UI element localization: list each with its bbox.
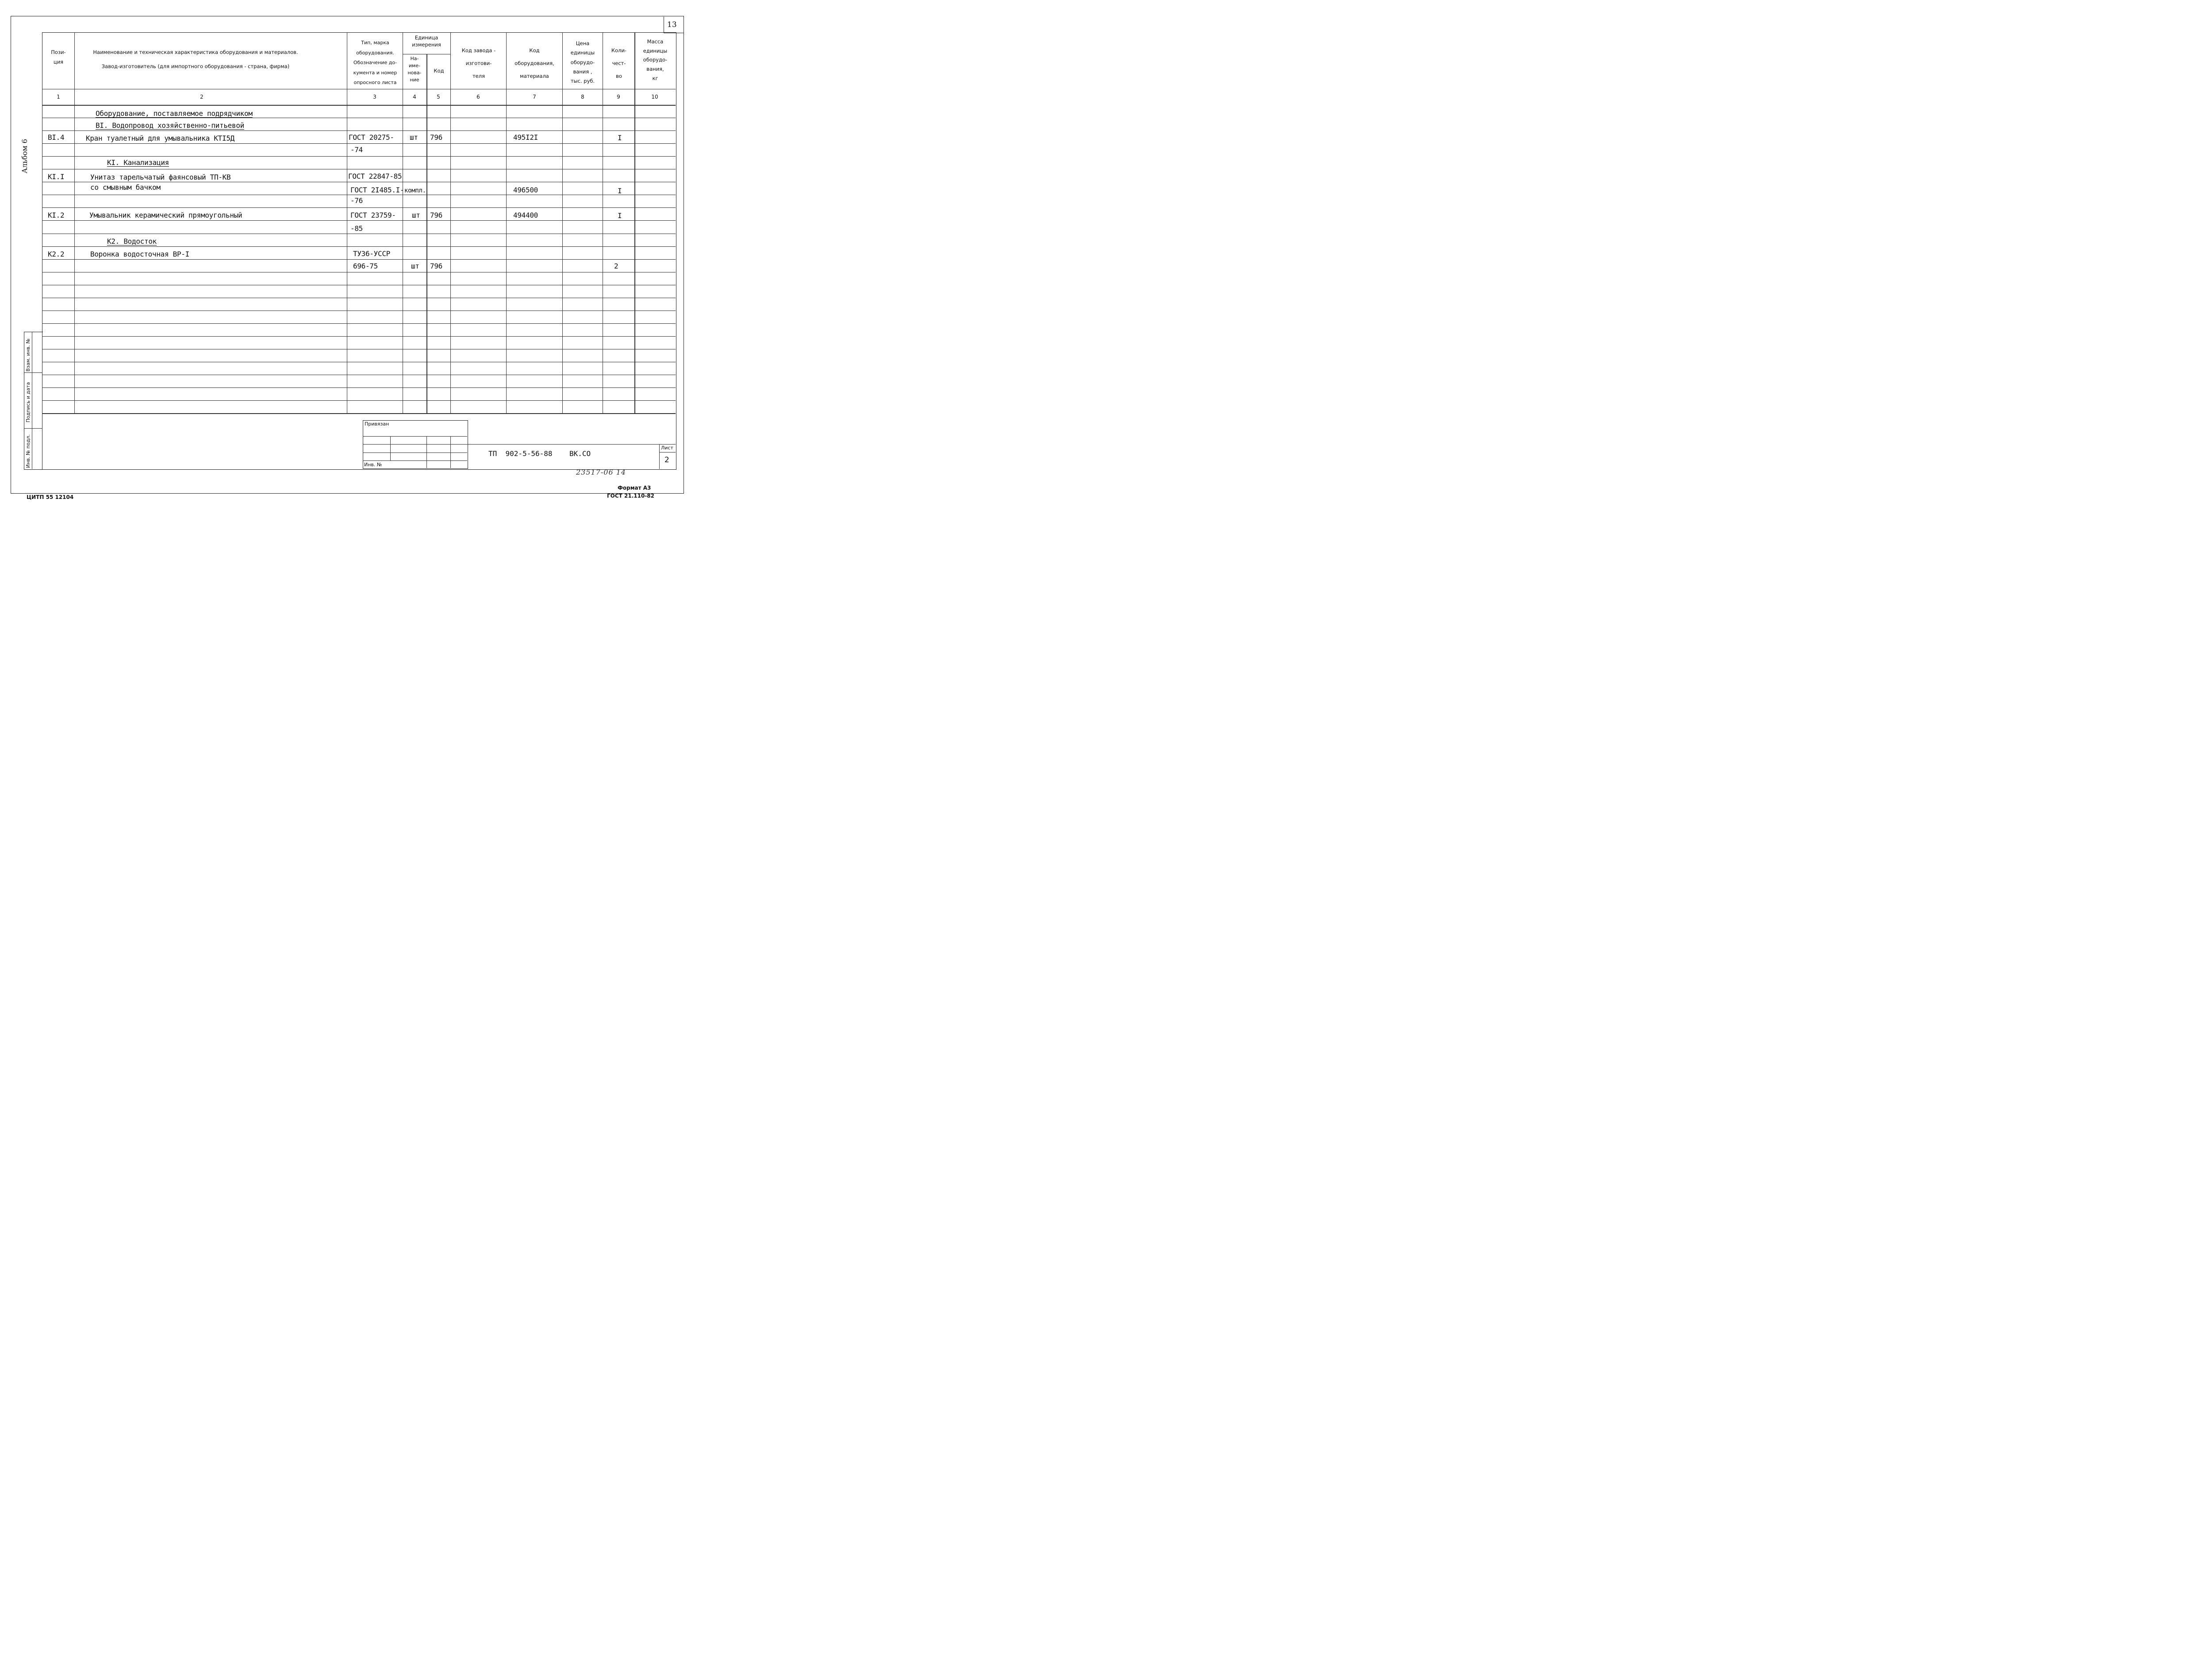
row-line [42,400,676,401]
row-line [42,207,676,208]
col-line-6 [506,32,507,414]
doc-cell: -85 [350,224,363,233]
col-number: 8 [581,94,584,100]
stamp-vline [426,436,427,468]
format-label: Формат А3 [618,485,651,491]
header-unit-code: Код [434,68,444,74]
name-cell: Воронка водосточная ВР-I [90,250,189,258]
doc-cell: ГОСТ 2I485.I- [350,186,404,194]
doc-cell: ГОСТ 20275- [349,133,394,142]
col-number: 4 [413,94,416,100]
doc-cell: ГОСТ 22847-85 [348,172,402,180]
side-strip-div [24,372,42,373]
col-number: 10 [651,94,658,100]
name-cell: Кран туалетный для умывальника КТI5Д [86,134,234,142]
handwritten-number: 23517-06 14 [576,468,626,476]
list-box-left [659,444,660,469]
col-number: 9 [617,94,620,100]
list-label: Лист [661,445,673,451]
col-line-7 [562,32,563,414]
header-unit: Единица измерения [412,35,441,48]
header-material-code: Код оборудования, материала [515,47,554,79]
header-plant-code: Код завода - изготови- теля [461,47,496,79]
header-price: Цена единицы оборудо- вания , тыс. руб. [570,40,595,84]
name-cell: Унитаз тарельчатый фаянсовый ТП-КВ [90,173,231,181]
title-block-top [467,444,676,445]
stamp-vline [450,436,451,468]
col-number: 2 [200,94,204,100]
side-label-signature: Подпись и дата [25,382,31,422]
quantity-cell: 2 [614,262,618,270]
row-line [42,220,676,221]
header-doc: Тип, марка оборудования. Обозначение до- кумента и номер опросного листа [353,40,397,86]
row-line [42,387,676,388]
material-code-cell: 495I2I [513,133,538,142]
quantity-cell: I [618,187,622,195]
name-cell: Умывальник керамический прямоугольный [89,211,242,219]
inv-no-label: Инв. № [364,462,382,468]
row-line [42,130,676,131]
header-mass: Масса единицы оборудо- вания, кг [643,38,668,81]
doc-cell: -74 [350,146,363,154]
position-cell: КI.I [48,173,65,181]
doc-cell: 696-75 [353,262,378,270]
row-line [42,323,676,324]
unit-cell: шт [412,211,420,219]
stamp-line [363,436,467,437]
material-code-cell: 496500 [513,186,538,194]
side-strip-div [24,428,42,429]
col-number: 3 [373,94,376,100]
col-number: 1 [57,94,60,100]
unit-cell: шт [411,262,419,270]
position-cell: КI.2 [48,211,65,219]
row-line [42,156,676,157]
stamp-vline [390,436,391,460]
doc-cell: ТУ36-УССР [353,249,390,258]
quantity-cell: I [618,134,622,142]
stamp-line [363,460,467,461]
doc-code: ТП 902-5-56-88 ВК.СО [488,449,591,458]
header-qty: Коли- чест- во [611,47,627,79]
section-title: КI. Канализация [107,158,169,167]
album-label: Альбом 6 [20,139,29,173]
table-body-bottom [42,413,676,414]
header-name: Наименование и техническая характеристика оборудования и материалов. Завод-изготовитель (для импортного оборудования - страна, фирма) [93,49,298,70]
col-line-1 [74,32,75,414]
unit-cell: шт [410,133,418,142]
row-line [42,143,676,144]
position-cell: ВI.4 [48,133,65,142]
privyazan-label: Привязан [365,421,389,427]
gost-label: ГОСТ 21.110-82 [607,493,655,499]
row-line [42,259,676,260]
col-number: 6 [476,94,480,100]
col-line-9 [634,32,635,414]
stamp-line [363,444,467,445]
sheet-corner-number: 13 [667,20,677,29]
quantity-cell: I [618,211,622,220]
header-pos: Пози- ция [51,49,66,65]
section-title: К2. Водосток [107,237,157,245]
unit-code-cell: 796 [430,211,442,219]
row-line [42,336,676,337]
col-number: 5 [437,94,440,100]
bottom-left-code: ЦИТП 55 12104 [27,494,74,500]
side-label-replaced-inv: Взам. инв. № [25,338,31,372]
list-box-div [659,452,676,453]
numbers-bottom-line [42,105,676,106]
row-line [42,246,676,247]
position-cell: К2.2 [48,250,65,258]
section-title: ВI. Водопровод хозяйственно-питьевой [96,121,244,130]
doc-cell: -76 [350,196,363,205]
material-code-cell: 494400 [513,211,538,219]
name-cell: со смывным бачком [90,183,161,192]
section-title: Оборудование, поставляемое подрядчиком [96,109,253,118]
unit-code-cell: 796 [430,133,442,142]
unit-cell: компл. [404,187,426,194]
col-number: 7 [533,94,536,100]
header-unit-name: На- име- нова- ние [407,56,422,83]
list-number: 2 [664,456,669,464]
doc-cell: ГОСТ 23759- [350,211,396,219]
unit-code-cell: 796 [430,262,442,270]
side-label-inv-orig: Инв. № подл. [25,434,31,468]
col-line-5 [450,32,451,414]
